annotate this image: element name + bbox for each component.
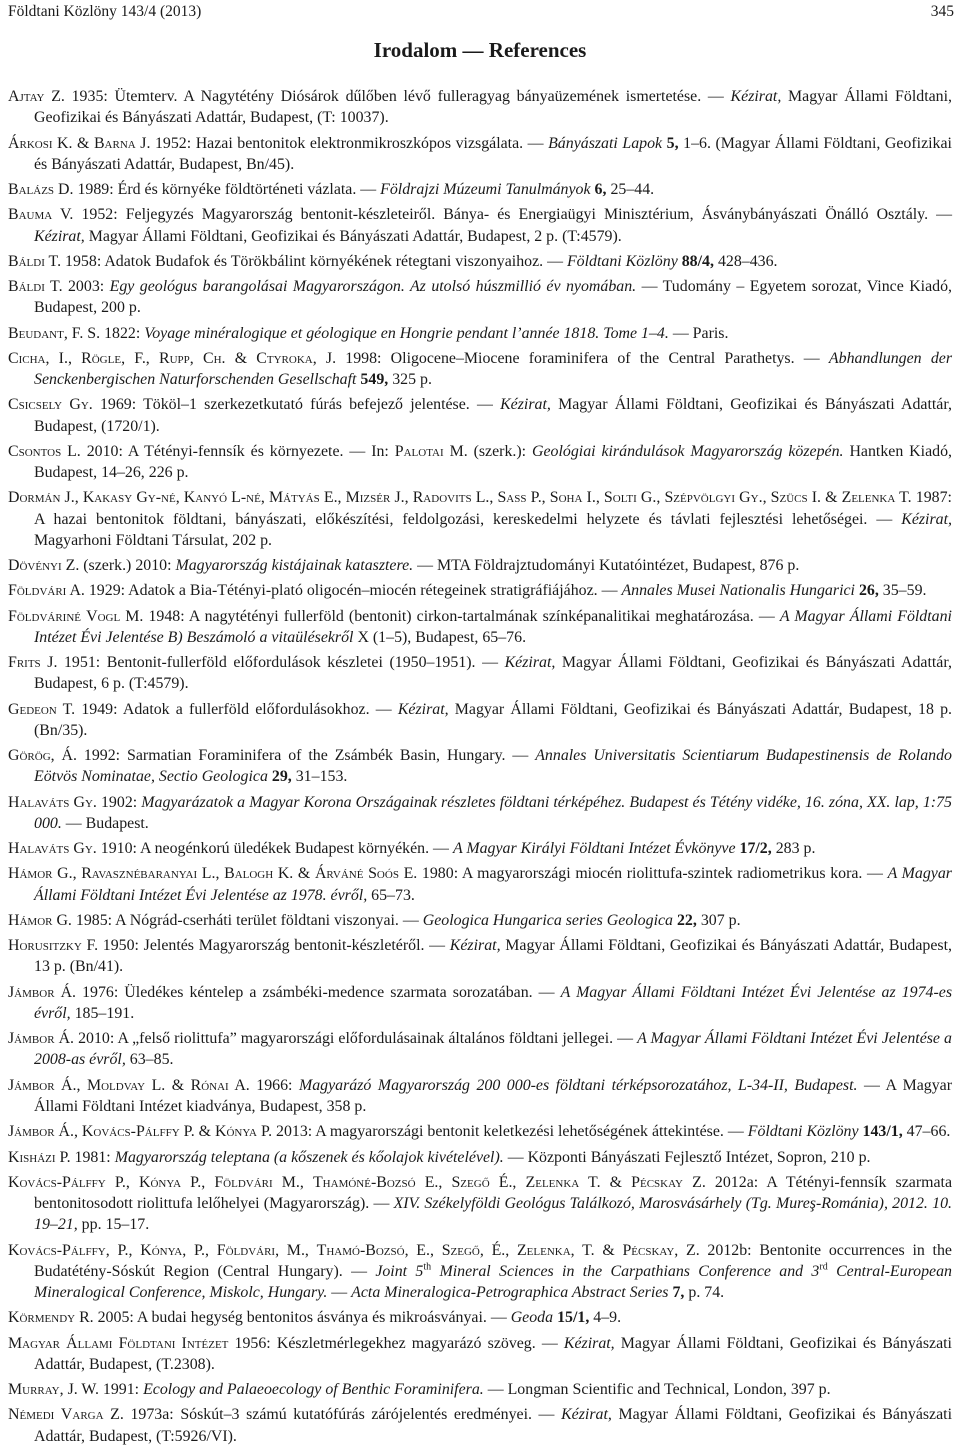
reference-author: Hámor bbox=[8, 865, 53, 883]
reference-text: Magyarázó Magyarország 200 000-es földtani térképsorozatához, L-34-II, Budapest. bbox=[298, 1076, 858, 1094]
reference-text: 35–59. bbox=[878, 582, 927, 600]
reference-author: Csontos bbox=[8, 442, 62, 460]
reference-text: Hantken Kiadó, Budapest, 14–26, 226 p. bbox=[34, 442, 952, 482]
reference-text: 4–9. bbox=[589, 1309, 622, 1327]
reference-text: 307 p. bbox=[696, 911, 741, 929]
reference-text: 47–66. bbox=[902, 1123, 951, 1141]
reference-text: 283 p. bbox=[771, 840, 816, 858]
reference-text: X (1–5), Budapest, 65–76. bbox=[353, 628, 527, 646]
reference-text: M., bbox=[272, 1173, 313, 1191]
reference-text: rd bbox=[819, 1261, 828, 1273]
reference-author: Thamó-Bozsó bbox=[316, 1241, 405, 1259]
reference-text: A. 1966: bbox=[228, 1076, 299, 1094]
reference-text: L., bbox=[471, 489, 498, 507]
reference-author: Árkosi bbox=[8, 134, 53, 152]
reference-text: Magyar Állami Földtani, Geofizikai és Bányászati Adattár, Budapest, (T:5926/VI). bbox=[34, 1406, 952, 1445]
reference-author: Solti bbox=[603, 489, 637, 507]
reference-text: A Magyar Királyi Földtani Intézet Évkönyve bbox=[452, 840, 736, 858]
reference-text: , E., bbox=[404, 1241, 442, 1259]
reference-entry bbox=[8, 204, 952, 246]
reference-text: p. 74. bbox=[684, 1283, 725, 1301]
reference-author: Rónai bbox=[190, 1076, 229, 1094]
reference-text: 1969: Tököl–1 szerkezetkutató fúrás befejező jelentése. — bbox=[92, 396, 501, 414]
reference-author: Mizsér bbox=[345, 489, 391, 507]
reference-author: Beudant bbox=[8, 324, 64, 342]
reference-text: T. & bbox=[579, 1173, 632, 1191]
reference-entry bbox=[8, 555, 952, 576]
reference-author: Thamóné-Bozsó bbox=[312, 1173, 416, 1191]
reference-text: J. 1951: Bentonit-fullerföld előfordulások készletei (1950–1951). — bbox=[40, 654, 505, 672]
reference-author: Horusitzky bbox=[8, 937, 82, 955]
reference-text: Egy geológus barangolásai Magyarországon. Az utolsó húszmillió év nyomában. bbox=[109, 278, 637, 296]
reference-author: Földvári bbox=[216, 1241, 276, 1259]
reference-text: , F. S. 1822: bbox=[63, 324, 145, 342]
reference-author: Jámbor bbox=[8, 1030, 55, 1048]
reference-author: Dormán bbox=[8, 489, 61, 507]
reference-author: Soha bbox=[549, 489, 583, 507]
journal-citation: Földtani Közlöny 143/4 (2013) bbox=[8, 3, 202, 20]
reference-text: P. 1981: bbox=[55, 1148, 115, 1166]
reference-author: Szegő bbox=[451, 1173, 490, 1191]
reference-author: Ch. bbox=[202, 349, 226, 367]
reference-text: — bbox=[327, 1283, 352, 1301]
reference-author: Varga bbox=[60, 1406, 104, 1424]
reference-author: Kónya bbox=[139, 1173, 182, 1191]
reference-text: T. 1949: Adatok a fullerföld előfordulásokhoz. — bbox=[56, 700, 398, 718]
reference-text: 15/1, bbox=[557, 1309, 590, 1327]
reference-text: J. 1952: Hazai bentonitok elektronmikroszkópos vizsgálata. — bbox=[135, 134, 549, 152]
reference-entry bbox=[8, 1147, 952, 1168]
reference-text: Kézirat, bbox=[34, 227, 85, 245]
reference-text: D. 1989: Érd és környéke földtörténeti vázlata. — bbox=[54, 181, 381, 198]
reference-text: L. 2010: A Tétényi-fennsík és környezete. — In: bbox=[61, 442, 395, 460]
reference-text: K. & bbox=[52, 134, 94, 152]
reference-entry bbox=[8, 251, 952, 272]
reference-text: — Longman Scientific and Technical, London, 397 p. bbox=[483, 1381, 831, 1399]
reference-entry bbox=[8, 179, 952, 200]
reference-entry bbox=[8, 1075, 952, 1117]
reference-entry bbox=[8, 1333, 952, 1375]
reference-text: G., bbox=[52, 865, 82, 883]
reference-text: Földtani Közlöny bbox=[566, 252, 678, 270]
reference-text: Magyar Állami Földtani, Geofizikai és Bányászati Adattár, Budapest, 18 p. (Bn/35). bbox=[34, 700, 953, 739]
reference-entry bbox=[8, 1404, 952, 1446]
reference-text: A Magyar Állami Földtani Intézet Évi Jelentése az 1974-es évről, bbox=[34, 983, 952, 1022]
reference-entry bbox=[8, 1172, 952, 1236]
reference-text: Geoda bbox=[510, 1309, 554, 1327]
reference-text: , P., bbox=[182, 1241, 217, 1259]
reference-author: Vogl bbox=[86, 607, 121, 625]
reference-author: Báldi bbox=[8, 252, 45, 270]
reference-text: Kézirat, bbox=[449, 937, 501, 955]
reference-entry bbox=[8, 606, 952, 648]
reference-text: Á. 2010: A „felső riolittufa” magyarországi előfordulásainak általános földtani jellegei. — bbox=[54, 1030, 638, 1048]
reference-author: Zelenka bbox=[516, 1241, 571, 1259]
reference-text: — Budapest. bbox=[61, 814, 149, 832]
reference-text: Kézirat, bbox=[561, 1406, 612, 1424]
reference-entry bbox=[8, 1307, 952, 1328]
reference-author: Murray bbox=[8, 1381, 60, 1399]
reference-entry bbox=[8, 792, 952, 834]
reference-text: Acta Mineralogica-Petrographica Abstract Series bbox=[351, 1283, 669, 1301]
reference-text: F. 1950: Jelentés Magyarország bentonit-készletéről. — bbox=[81, 937, 450, 955]
reference-text: , T. & bbox=[570, 1241, 623, 1259]
reference-author: Kónya bbox=[214, 1123, 258, 1141]
reference-text: 63–85. bbox=[125, 1051, 174, 1069]
reference-text: Abhandlungen der Senckenbergischen Naturforschenden Gesellschaft bbox=[34, 349, 953, 389]
reference-text: Á., bbox=[54, 1123, 82, 1141]
reference-text: Magyar Állami Földtani, Geofizikai és Bányászati Adattár, Budapest, (T: 10037). bbox=[34, 88, 952, 127]
reference-author: Ctyroka bbox=[256, 349, 313, 367]
reference-text: , bbox=[189, 349, 203, 367]
reference-author: Balázs bbox=[8, 181, 55, 198]
reference-author: Ajtay bbox=[8, 88, 45, 105]
reference-text: Földrajzi Múzeumi Tanulmányok bbox=[380, 181, 591, 198]
reference-text bbox=[54, 1406, 61, 1423]
reference-entry bbox=[8, 323, 952, 344]
reference-text: , Z. 2012b: Bentonite occurrences in the Budatétény-Sóskút Region (Central Hungary). — bbox=[34, 1241, 952, 1280]
reference-text: K. & bbox=[273, 865, 315, 883]
reference-author: Gy-né bbox=[136, 489, 176, 507]
reference-text: — Központi Bányászati Fejlesztő Intézet, Sopron, 210 p. bbox=[503, 1148, 871, 1166]
reference-text: Bányászati Lapok bbox=[548, 134, 663, 152]
reference-text: P. & bbox=[179, 1123, 215, 1141]
reference-author: Jámbor bbox=[8, 983, 55, 1001]
reference-author: Görög bbox=[8, 747, 51, 765]
reference-text: 549, bbox=[360, 371, 389, 389]
reference-list bbox=[8, 86, 952, 1451]
reference-author: Dövényi bbox=[8, 557, 62, 575]
reference-entry bbox=[8, 910, 952, 931]
reference-author: Zelenka bbox=[841, 489, 896, 507]
reference-text: M. 1948: A nagytétényi fullerföld (bentonit) cirkon-tartalmának színképanalitikai meghatározása. — bbox=[120, 607, 780, 625]
reference-text: 17/2, bbox=[739, 840, 772, 858]
reference-text: & bbox=[225, 349, 257, 367]
reference-text: 1–6. (Magyar Állami Földtani, Geofizikai és Bányászati Adattár, Budapest, Bn/45). bbox=[34, 134, 952, 173]
reference-text: Z. (szerk.) 2010: bbox=[61, 557, 176, 575]
reference-text: E. 1980: A magyarországi miocén riolittufa-szintek radiometrikus kora. — bbox=[398, 865, 888, 883]
reference-text: L. & bbox=[145, 1076, 191, 1094]
reference-text: Magyarország teleptana (a kőszenek és kőolajok kivételével). bbox=[114, 1148, 504, 1166]
reference-text: , Á. 1992: Sarmatian Foraminifera of the Zsámbék Basin, Hungary. — bbox=[50, 747, 536, 765]
reference-text: T. 1958: Adatok Budafok és Törökbálint környékének rétegtani viszonyaihoz. — bbox=[44, 252, 567, 270]
reference-text: V. 1952: Feljegyzés Magyarország bentonit-készleteiről. Bánya- és Energiaügyi Minisztérium, Ásványbányászati Önálló Osztály. — bbox=[52, 206, 952, 224]
reference-text: , F., bbox=[121, 349, 159, 367]
reference-author: Frits bbox=[8, 654, 41, 672]
reference-text: Kézirat, bbox=[563, 1334, 615, 1352]
reference-author: Csicsely bbox=[8, 396, 63, 414]
reference-author: Földvári bbox=[214, 1173, 273, 1191]
reference-author: Palotai bbox=[394, 442, 444, 460]
reference-text: , J. W. 1991: bbox=[59, 1381, 144, 1399]
reference-entry bbox=[8, 699, 952, 741]
reference-text: G. 1985: A Nógrád-cserháti terület földtani viszonyai. — bbox=[52, 911, 423, 929]
reference-text: M. (szerk.): bbox=[443, 442, 532, 460]
reference-author: Bauma bbox=[8, 206, 53, 224]
reference-text: — MTA Földrajztudományi Kutatóintézet, Budapest, 876 p. bbox=[413, 557, 800, 575]
reference-author: Zelenka bbox=[525, 1173, 580, 1191]
reference-text: P., bbox=[181, 1173, 215, 1191]
page-number: 345 bbox=[930, 3, 954, 20]
reference-author: Árváné bbox=[314, 865, 364, 883]
reference-author: Gy. bbox=[73, 840, 97, 858]
reference-entry bbox=[8, 1028, 952, 1070]
reference-text: Geologica Hungarica series Geologica bbox=[422, 911, 673, 929]
reference-text: 5, bbox=[666, 134, 679, 152]
reference-author: Mátyás bbox=[268, 489, 320, 507]
reference-text: , bbox=[175, 489, 184, 507]
reference-entry bbox=[8, 652, 952, 694]
reference-author: Sass bbox=[497, 489, 527, 507]
reference-text: Magyar Állami Földtani, Geofizikai és Bányászati Adattár, Budapest, (1720/1). bbox=[34, 396, 952, 435]
reference-text: 1902: bbox=[96, 793, 142, 811]
reference-author: Moldvay bbox=[86, 1076, 146, 1094]
reference-author: Körmendy bbox=[8, 1309, 76, 1327]
reference-author: Pécskay bbox=[631, 1173, 683, 1191]
reference-author: Hámor bbox=[8, 911, 53, 929]
section-title: Irodalom — References bbox=[373, 38, 587, 62]
reference-entry bbox=[8, 1379, 952, 1400]
reference-text: É., bbox=[489, 1173, 526, 1191]
reference-entry bbox=[8, 863, 952, 905]
reference-author: Földvári bbox=[8, 582, 67, 600]
reference-text: R. 2005: A budai hegység bentonitos ásványa és mikroásványai. — bbox=[75, 1309, 511, 1327]
reference-text: Magyarhoni Földtani Társulat, 202 p. bbox=[34, 531, 273, 549]
reference-author: Balogh bbox=[224, 865, 274, 883]
reference-text: P., bbox=[526, 489, 550, 507]
reference-text: P. 2013: A magyarországi bentonit keletkezési lehetőségének áttekintése. — bbox=[257, 1123, 748, 1141]
reference-text: XIV. Székelyföldi Geológus Találkozó, Marosvásárhely (Tg. Mureş-Románia), 2012. 10. 19–21, bbox=[34, 1195, 952, 1234]
reference-text: E., bbox=[415, 1173, 452, 1191]
reference-author: Gy. bbox=[73, 793, 97, 811]
reference-text: T. 2003: bbox=[44, 278, 110, 296]
reference-author: Pécskay bbox=[622, 1241, 675, 1259]
reference-entry bbox=[8, 745, 952, 787]
reference-author: Magyar Állami Földtani Intézet bbox=[8, 1334, 229, 1352]
reference-text: 325 p. bbox=[388, 371, 432, 389]
reference-text: A Magyar Állami Földtani Intézet Évi Jelentése a 2008-as évről, bbox=[34, 1030, 952, 1069]
reference-text: P., bbox=[105, 1173, 139, 1191]
reference-entry bbox=[8, 982, 952, 1024]
reference-text: J., bbox=[390, 489, 413, 507]
reference-text: 428–436. bbox=[713, 252, 778, 270]
reference-author: Földváriné bbox=[8, 607, 81, 625]
reference-text: 143/1, bbox=[862, 1123, 903, 1141]
reference-author: Kónya bbox=[140, 1241, 183, 1259]
reference-text: A Magyar Állami Földtani Intézet Évi Jelentése B) Beszámoló a vitaülésekről bbox=[34, 607, 952, 646]
reference-author: Jámbor bbox=[8, 1076, 55, 1094]
reference-text: 1910: A neogénkorú üledékek Budapest környékén. — bbox=[96, 840, 453, 858]
reference-author: Rupp bbox=[159, 349, 190, 367]
running-header bbox=[0, 0, 960, 28]
reference-author: Kakasy bbox=[82, 489, 133, 507]
reference-author: Jámbor bbox=[8, 1123, 55, 1141]
reference-text: I., bbox=[582, 489, 604, 507]
reference-author: Kovács-Pálffy bbox=[81, 1123, 180, 1141]
reference-text: 31–153. bbox=[291, 768, 348, 786]
reference-text: th bbox=[423, 1261, 432, 1273]
reference-author: Gy. bbox=[739, 489, 763, 507]
reference-entry bbox=[8, 1240, 952, 1304]
reference-text: A Magyar Állami Földtani Intézet Évi Jelentése az 1978. évről, bbox=[34, 865, 952, 904]
reference-text: Geológiai kirándulások Magyarország közepén. bbox=[532, 442, 844, 460]
reference-text: Central-European Mineralogical Conference, Miskolc, Hungary. bbox=[34, 1262, 952, 1301]
reference-text: Annales Musei Nationalis Hungarici bbox=[621, 582, 855, 600]
reference-text: 29, bbox=[271, 768, 292, 786]
reference-author: Némedi bbox=[8, 1406, 55, 1424]
reference-text: 1956: Készletmérlegekhez magyarázó szöveg. — bbox=[228, 1334, 564, 1352]
reference-author: Kanyó bbox=[183, 489, 228, 507]
reference-entry bbox=[8, 1121, 952, 1142]
reference-entry bbox=[8, 580, 952, 601]
reference-text: 7, bbox=[672, 1283, 685, 1301]
reference-author: Báldi bbox=[8, 278, 45, 296]
reference-text: Kézirat, bbox=[500, 396, 551, 414]
reference-text: Kézirat, bbox=[504, 654, 556, 672]
reference-text: , P., bbox=[105, 1241, 141, 1259]
reference-text: Z. 1935: Ütemterv. A Nagytétény Diósárok dűlőben lévő fulleragyag bányaüzemének ismertetése. — bbox=[44, 88, 731, 105]
reference-text: I. & bbox=[807, 489, 842, 507]
reference-author: Rögle bbox=[81, 349, 122, 367]
reference-author: Halaváts bbox=[8, 793, 70, 811]
reference-text: 22, bbox=[676, 911, 697, 929]
reference-text: pp. 15–17. bbox=[77, 1216, 150, 1234]
reference-text: 65–73. bbox=[367, 886, 415, 904]
reference-author: Gedeon bbox=[8, 700, 57, 718]
reference-text: , M., bbox=[275, 1241, 317, 1259]
reference-text: 88/4, bbox=[681, 252, 714, 270]
reference-entry bbox=[8, 348, 952, 390]
reference-text: L., bbox=[197, 865, 225, 883]
reference-entry bbox=[8, 394, 952, 436]
reference-text: A. 1929: Adatok a Bia-Tétényi-plató oligocén–miocén rétegeinek stratigráfiájához. — bbox=[66, 582, 622, 600]
reference-text: , bbox=[260, 489, 269, 507]
reference-author: Szücs bbox=[770, 489, 808, 507]
reference-entry bbox=[8, 133, 952, 175]
reference-text: T. 1987: A hazai bentonitok földtani, bányászati, előkészítési, feldolgozási, kereskedelmi helyzete és távlati fejlesztési lehetőségei. — bbox=[34, 489, 952, 528]
reference-text: Magyar Állami Földtani, Geofizikai és Bányászati Adattár, Budapest, (T.2308). bbox=[34, 1334, 952, 1373]
reference-text: , J. 1998: Oligocene–Miocene foraminifera of the Central Parathetys. — bbox=[312, 349, 829, 367]
reference-text: Magyar Állami Földtani, Geofizikai és Bányászati Adattár, Budapest, 6 p. (T:4579). bbox=[34, 654, 952, 693]
reference-text: Földtani Közlöny bbox=[747, 1123, 859, 1141]
reference-text: Magyarország kistájainak katasztere. bbox=[175, 557, 414, 575]
reference-text: J., bbox=[60, 489, 83, 507]
reference-text: Magyar Állami Földtani, Geofizikai és Bányászati Adattár, Budapest, 2 p. (T:4579). bbox=[84, 227, 622, 245]
reference-author: Radovits bbox=[412, 489, 472, 507]
reference-text: Z. 2012a: A Tétényi-fennsík szarmata bentonitosodott riolittufa lelőhelyei (Magyarország). — bbox=[34, 1173, 953, 1213]
reference-text: Voyage minéralogique et géologique en Hongrie pendant l’année 1818. Tome 1–4. bbox=[144, 324, 669, 342]
reference-author: Ravasznébaranyai bbox=[81, 865, 198, 883]
reference-author: Kovács-Pálffy bbox=[8, 1241, 106, 1259]
reference-author: Szegő bbox=[441, 1241, 480, 1259]
reference-text: — Paris. bbox=[668, 324, 729, 342]
reference-entry bbox=[8, 935, 952, 977]
reference-text: Joint 5 bbox=[375, 1262, 424, 1280]
reference-author: Kisházi bbox=[8, 1148, 56, 1166]
reference-text: Ecology and Palaeoecology of Benthic Foraminifera. bbox=[143, 1381, 484, 1399]
reference-text: Á. 1976: Üledékes kéntelep a zsámbéki-medence szarmata sorozatában. — bbox=[54, 983, 561, 1001]
reference-author: Gy. bbox=[69, 396, 93, 414]
reference-text: , É., bbox=[479, 1241, 517, 1259]
reference-text: 26, bbox=[858, 582, 879, 600]
reference-text: E., bbox=[319, 489, 346, 507]
reference-text: 6, bbox=[594, 181, 607, 198]
reference-text: Á., bbox=[54, 1076, 87, 1094]
reference-text: G., bbox=[636, 489, 665, 507]
reference-entry bbox=[8, 276, 952, 318]
reference-entry bbox=[8, 487, 952, 551]
reference-text: — Tudomány – Egyetem sorozat, Vince Kiadó, Budapest, 200 p. bbox=[34, 278, 953, 317]
reference-entry bbox=[8, 441, 952, 483]
reference-entry bbox=[8, 86, 952, 128]
reference-author: Kovács-Pálffy bbox=[8, 1173, 106, 1191]
reference-text: Kézirat, bbox=[901, 510, 952, 528]
reference-text: Mineral Sciences in the Carpathians Conference and 3 bbox=[431, 1262, 820, 1280]
reference-author: Soós bbox=[368, 865, 399, 883]
reference-text: Magyar Állami Földtani, Geofizikai és Bányászati Adattár, Budapest, 13 p. (Bn/41). bbox=[34, 937, 952, 976]
reference-author: Halaváts bbox=[8, 840, 70, 858]
reference-text: 185–191. bbox=[70, 1004, 135, 1022]
reference-text: Magyarázatok a Magyar Korona Országainak részletes földtani térképéhez. Budapest és Tétény vidéke, 16. zóna, XX. lap, 1:75 000. bbox=[34, 793, 952, 832]
reference-text: , bbox=[762, 489, 771, 507]
reference-text: Kézirat, bbox=[397, 700, 449, 718]
reference-author: Cicha bbox=[8, 349, 46, 367]
reference-author: Szépvölgyi bbox=[664, 489, 736, 507]
reference-entry bbox=[8, 838, 952, 859]
reference-text: Z. 1973a: Sóskút–3 számú kutatófúrás zárójelentés eredményei. — bbox=[103, 1406, 562, 1424]
reference-text: 25–44. bbox=[606, 181, 655, 198]
reference-text: Kézirat, bbox=[730, 88, 782, 105]
reference-author: L-né bbox=[231, 489, 261, 507]
reference-text: Annales Universitatis Scientiarum Budapestinensis de Rolando Eötvös Nominatae, Sectio Geologica bbox=[34, 747, 953, 786]
reference-text: , I., bbox=[45, 349, 82, 367]
reference-text: — A Magyar Állami Földtani Intézet kiadványa, Budapest, 358 p. bbox=[34, 1076, 952, 1115]
reference-author: Barna bbox=[93, 134, 136, 152]
